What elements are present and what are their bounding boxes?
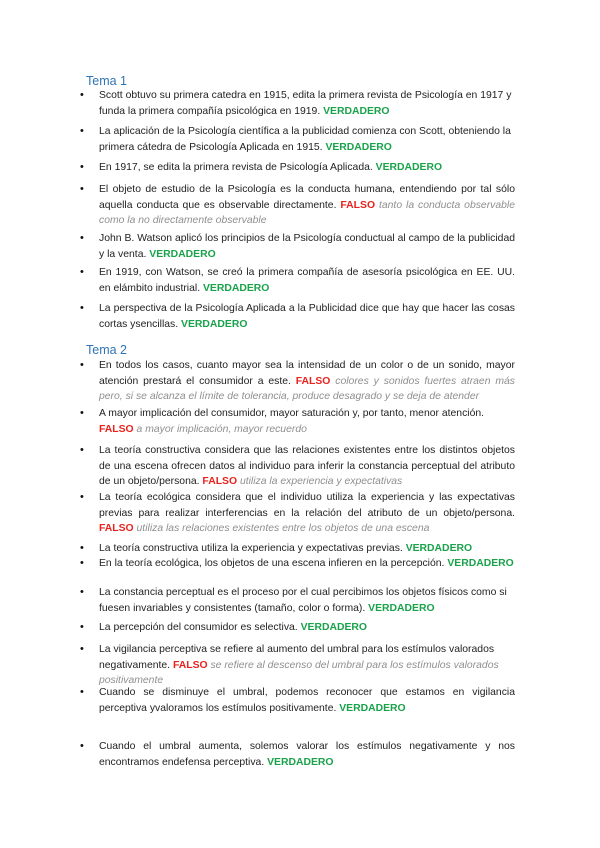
bullet-icon: •	[80, 444, 84, 456]
bullet-icon: •	[80, 586, 84, 598]
correction-note: a mayor implicación, mayor recuerdo	[136, 423, 307, 435]
item-text: Cuando se disminuye el umbral, podemos reconocer que estamos en vigilancia perceptiva yvaloramos los estímulos positivamente.	[99, 687, 515, 714]
list-item	[99, 685, 515, 716]
correction-note: tanto la conducta observable como la no directamente observable	[99, 199, 515, 226]
bullet-icon: •	[80, 643, 84, 655]
list-item	[99, 301, 515, 332]
section-heading-tema-1: Tema 1	[86, 74, 127, 88]
verdict-label: FALSO	[340, 199, 376, 211]
item-text: En 1917, se edita la primera revista de Psicología Aplicada.	[99, 162, 373, 173]
item-text: El objeto de estudio de la Psicología es la conducta humana, entendiendo por tal sólo aquella conducta que es observable directamente.	[99, 184, 515, 211]
bullet-icon: •	[80, 686, 84, 698]
verdict-label: VERDADERO	[267, 756, 334, 768]
list-item	[99, 443, 515, 490]
verdict-label: FALSO	[295, 375, 331, 387]
item-text: A mayor implicación del consumidor, mayor saturación y, por tanto, menor atención.	[99, 408, 485, 419]
verdict-label: VERDADERO	[323, 105, 390, 117]
list-item	[99, 642, 515, 689]
list-item	[99, 620, 515, 636]
correction-note: utiliza las relaciones existentes entre los objetos de una escena	[136, 523, 430, 534]
list-item	[99, 585, 515, 616]
bullet-icon: •	[80, 491, 84, 503]
item-text: La perspectiva de la Psicología Aplicada a la Publicidad dice que hay que hacer las cosas cortas ysencillas.	[99, 303, 515, 330]
bullet-icon: •	[80, 557, 84, 569]
item-text: John B. Watson aplicó los principios de la Psicología conductual al campo de la publicidad y la venta.	[99, 233, 515, 260]
item-text: La teoría ecológica considera que el individuo utiliza la experiencia y las expectativas previas para realizar interferencias en la relación del atributo de un objeto/persona.	[99, 492, 515, 519]
correction-note: se refiere al descenso del umbral para los estímulos valorados positivamente	[99, 659, 499, 686]
verdict-label: FALSO	[202, 476, 238, 487]
verdict-label: VERDADERO	[300, 622, 367, 633]
bullet-icon: •	[80, 232, 84, 244]
item-text: Scott obtuvo su primera catedra en 1915, edita la primera revista de Psicología en 1917 y funda la primera compañía psicológica en 1919.	[99, 90, 512, 117]
bullet-icon: •	[80, 407, 84, 419]
list-item	[99, 265, 515, 296]
list-item	[99, 556, 515, 572]
verdict-label: FALSO	[99, 523, 134, 534]
bullet-icon: •	[80, 125, 84, 137]
list-item	[99, 406, 515, 437]
bullet-icon: •	[80, 740, 84, 752]
list-item	[99, 739, 515, 770]
item-text: La teoría constructiva considera que las relaciones existentes entre los distintos objetos de una escena ofrecen datos al individuo para inferir la constancia perceptual del atributo de un objeto/persona.	[99, 445, 515, 487]
verdict-label: VERDADERO	[181, 318, 248, 330]
bullet-icon: •	[80, 302, 84, 314]
correction-note: colores y sonidos fuertes atraen más pero, si se alcanza el límite de tolerancia, produce desagrado y se deja de atender	[99, 375, 515, 402]
item-text: La vigilancia perceptiva se refiere al aumento del umbral para los estímulos valorados negativamente.	[99, 644, 495, 671]
verdict-label: VERDADERO	[202, 282, 270, 294]
item-text: En 1919, con Watson, se creó la primera compañía de asesoría psicológica en EE. UU. en elámbito industrial.	[99, 267, 515, 294]
verdict-label: FALSO	[172, 659, 208, 671]
list-item	[99, 182, 515, 229]
item-text: La aplicación de la Psicología científica a la publicidad comienza con Scott, obteniendo la primera cátedra de Psicología Aplicada en 1915.	[99, 126, 511, 153]
list-item	[99, 88, 515, 119]
list-item	[99, 541, 515, 557]
verdict-label: VERDADERO	[405, 543, 473, 554]
verdict-label: VERDADERO	[375, 162, 443, 173]
verdict-label: VERDADERO	[325, 141, 392, 153]
item-text: En la teoría ecológica, los objetos de una escena infieren en la percepción.	[99, 558, 445, 569]
list-item	[99, 490, 515, 537]
bullet-icon: •	[80, 542, 84, 554]
list-item	[99, 358, 515, 405]
item-text: En todos los casos, cuanto mayor sea la intensidad de un color o de un sonido, mayor atención prestará el consumidor a este.	[99, 360, 515, 387]
list-item	[99, 160, 515, 176]
verdict-label: VERDADERO	[339, 702, 406, 714]
item-text: La percepción del consumidor es selectiva.	[99, 622, 298, 633]
bullet-icon: •	[80, 161, 84, 173]
verdict-label: VERDADERO	[447, 558, 514, 569]
verdict-label: VERDADERO	[368, 602, 435, 614]
list-item	[99, 231, 515, 262]
bullet-icon: •	[80, 89, 84, 101]
item-text: La constancia perceptual es el proceso por el cual percibimos los objetos físicos como si fuesen invariables y consistentes (tamaño, color o forma).	[99, 587, 507, 614]
bullet-icon: •	[80, 621, 84, 633]
correction-note: utiliza la experiencia y expectativas	[239, 476, 403, 487]
item-text: Cuando el umbral aumenta, solemos valorar los estímulos negativamente y nos encontramos endefensa perceptiva.	[99, 741, 515, 768]
section-heading-tema-2: Tema 2	[86, 343, 127, 357]
bullet-icon: •	[80, 359, 84, 371]
list-item	[99, 124, 515, 155]
bullet-icon: •	[80, 266, 84, 278]
item-text: La teoría constructiva utiliza la experiencia y expectativas previas.	[99, 543, 403, 554]
verdict-label: FALSO	[99, 423, 134, 435]
bullet-icon: •	[80, 183, 84, 195]
verdict-label: VERDADERO	[149, 248, 216, 260]
